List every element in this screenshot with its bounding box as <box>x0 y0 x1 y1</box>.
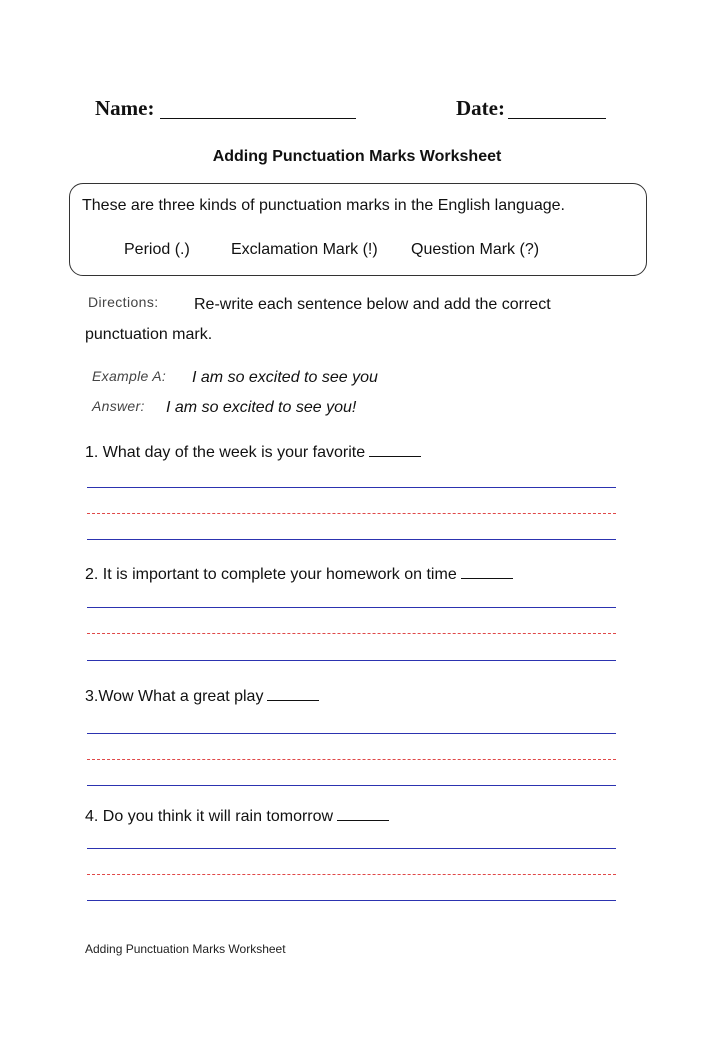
date-label: Date: <box>456 96 505 120</box>
answer-line-mid <box>87 874 616 875</box>
answer-line-top[interactable] <box>87 607 616 608</box>
name-label: Name: <box>95 96 155 120</box>
question-2-text: 2. It is important to complete your homework on time <box>85 566 457 583</box>
directions-line-1: Re-write each sentence below and add the correct <box>194 296 551 313</box>
question-1 <box>85 442 421 462</box>
answer-line-bottom <box>87 660 616 661</box>
answer-sentence: I am so excited to see you! <box>166 399 357 416</box>
question-1-text: 1. What day of the week is your favorite <box>85 444 366 461</box>
question-4-blank <box>337 806 389 821</box>
question-1-blank <box>369 442 421 457</box>
directions-line-2: punctuation mark. <box>85 326 213 343</box>
answer-line-mid <box>87 759 616 760</box>
answer-line-bottom <box>87 785 616 786</box>
answer-line-mid <box>87 633 616 634</box>
answer-line-top[interactable] <box>87 848 616 849</box>
answer-label: Answer: <box>92 398 145 414</box>
name-field[interactable] <box>160 118 356 119</box>
answer-line-bottom <box>87 900 616 901</box>
mark-exclamation: Exclamation Mark (!) <box>231 241 378 258</box>
answer-line-top[interactable] <box>87 487 616 488</box>
answer-line-top[interactable] <box>87 733 616 734</box>
worksheet-title: Adding Punctuation Marks Worksheet <box>212 148 502 165</box>
question-3-blank <box>267 686 319 701</box>
info-intro-text: These are three kinds of punctuation marks in the English language. <box>82 197 565 214</box>
mark-period: Period (.) <box>124 241 190 258</box>
question-4 <box>85 806 389 826</box>
mark-question: Question Mark (?) <box>411 241 540 258</box>
question-3-text: 3.Wow What a great play <box>85 688 264 705</box>
directions-label: Directions: <box>88 294 159 310</box>
question-2 <box>85 564 513 584</box>
question-4-text: 4. Do you think it will rain tomorrow <box>85 808 334 825</box>
question-3 <box>85 686 319 706</box>
answer-line-mid <box>87 513 616 514</box>
question-2-blank <box>461 564 513 579</box>
page-footer: Adding Punctuation Marks Worksheet <box>85 942 286 956</box>
answer-line-bottom <box>87 539 616 540</box>
example-label: Example A: <box>92 368 167 384</box>
date-field[interactable] <box>508 118 606 119</box>
example-sentence: I am so excited to see you <box>192 369 378 386</box>
